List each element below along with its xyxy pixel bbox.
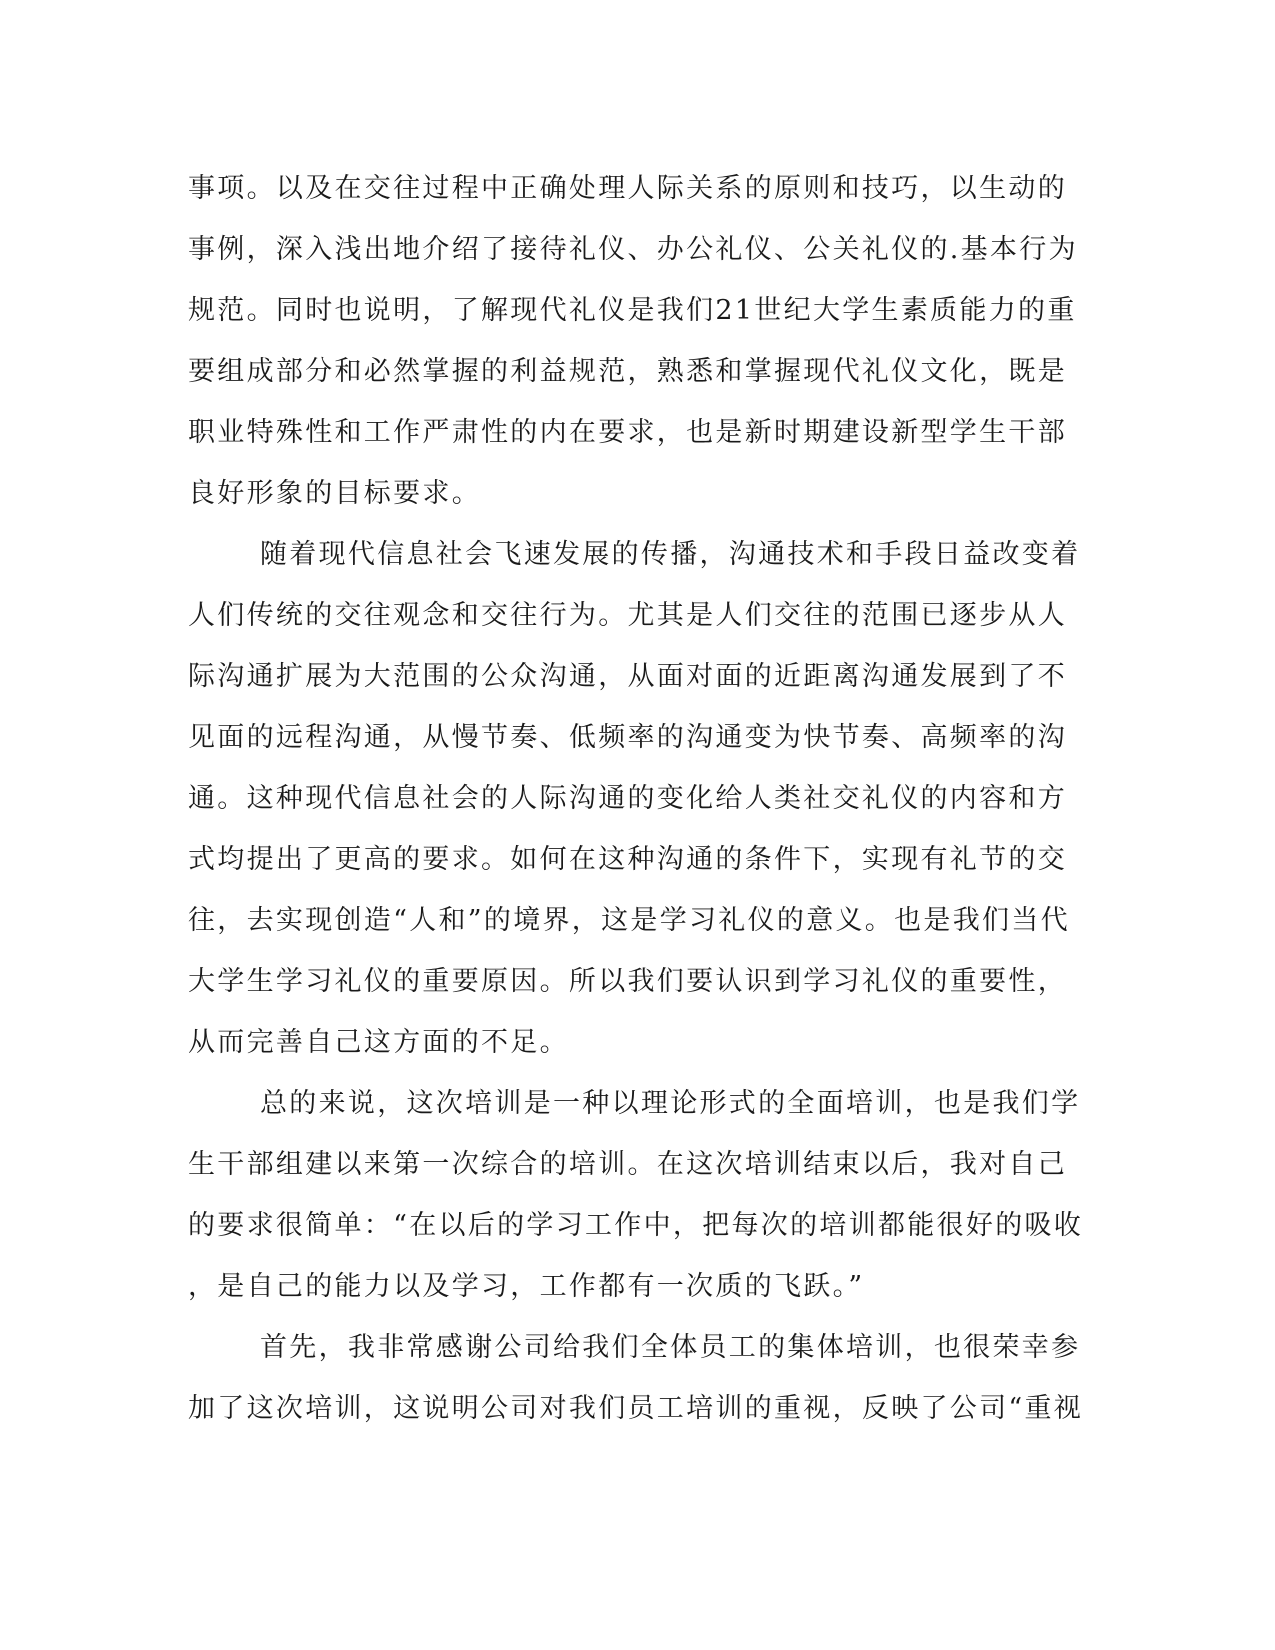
text-line: 职业特殊性和工作严肃性的内在要求，也是新时期建设新型学生干部 [188, 417, 1067, 448]
text-line: 加了这次培训，这说明公司对我们员工培训的重视，反映了公司“重视 [188, 1393, 1084, 1424]
text-line: 的要求很简单：“在以后的学习工作中，把每次的培训都能很好的吸收 [188, 1210, 1084, 1241]
text-line: 良好形象的目标要求。 [188, 478, 481, 509]
paragraph-first-line: 随着现代信息社会飞速发展的传播，沟通技术和手段日益改变着 [260, 539, 1081, 570]
text-line: 要组成部分和必然掌握的利益规范，熟悉和掌握现代礼仪文化，既是 [188, 356, 1067, 387]
text-line: 际沟通扩展为大范围的公众沟通，从面对面的近距离沟通发展到了不 [188, 661, 1067, 692]
text-line: 人们传统的交往观念和交往行为。尤其是人们交往的范围已逐步从人 [188, 600, 1067, 631]
paragraph-first-line: 首先，我非常感谢公司给我们全体员工的集体培训，也很荣幸参 [260, 1332, 1081, 1363]
text-line: 见面的远程沟通，从慢节奏、低频率的沟通变为快节奏、高频率的沟 [188, 722, 1067, 753]
text-line: 往，去实现创造“人和”的境界，这是学习礼仪的意义。也是我们当代 [188, 905, 1070, 936]
text-line: ，是自己的能力以及学习，工作都有一次质的飞跃。” [188, 1271, 865, 1302]
text-line: 式均提出了更高的要求。如何在这种沟通的条件下，实现有礼节的交 [188, 844, 1067, 875]
text-line: 大学生学习礼仪的重要原因。所以我们要认识到学习礼仪的重要性， [188, 966, 1067, 997]
text-line: 通。这种现代信息社会的人际沟通的变化给人类社交礼仪的内容和方 [188, 783, 1067, 814]
text-line: 事项。以及在交往过程中正确处理人际关系的原则和技巧，以生动的 [188, 173, 1067, 204]
document-body [188, 158, 1084, 1439]
text-line: 事例，深入浅出地介绍了接待礼仪、办公礼仪、公关礼仪的.基本行为 [188, 234, 1078, 265]
text-line: 生干部组建以来第一次综合的培训。在这次培训结束以后，我对自己 [188, 1149, 1067, 1180]
text-line: 规范。同时也说明，了解现代礼仪是我们21世纪大学生素质能力的重 [188, 295, 1077, 326]
text-line: 从而完善自己这方面的不足。 [188, 1027, 569, 1058]
paragraph-first-line: 总的来说，这次培训是一种以理论形式的全面培训，也是我们学 [260, 1088, 1081, 1119]
